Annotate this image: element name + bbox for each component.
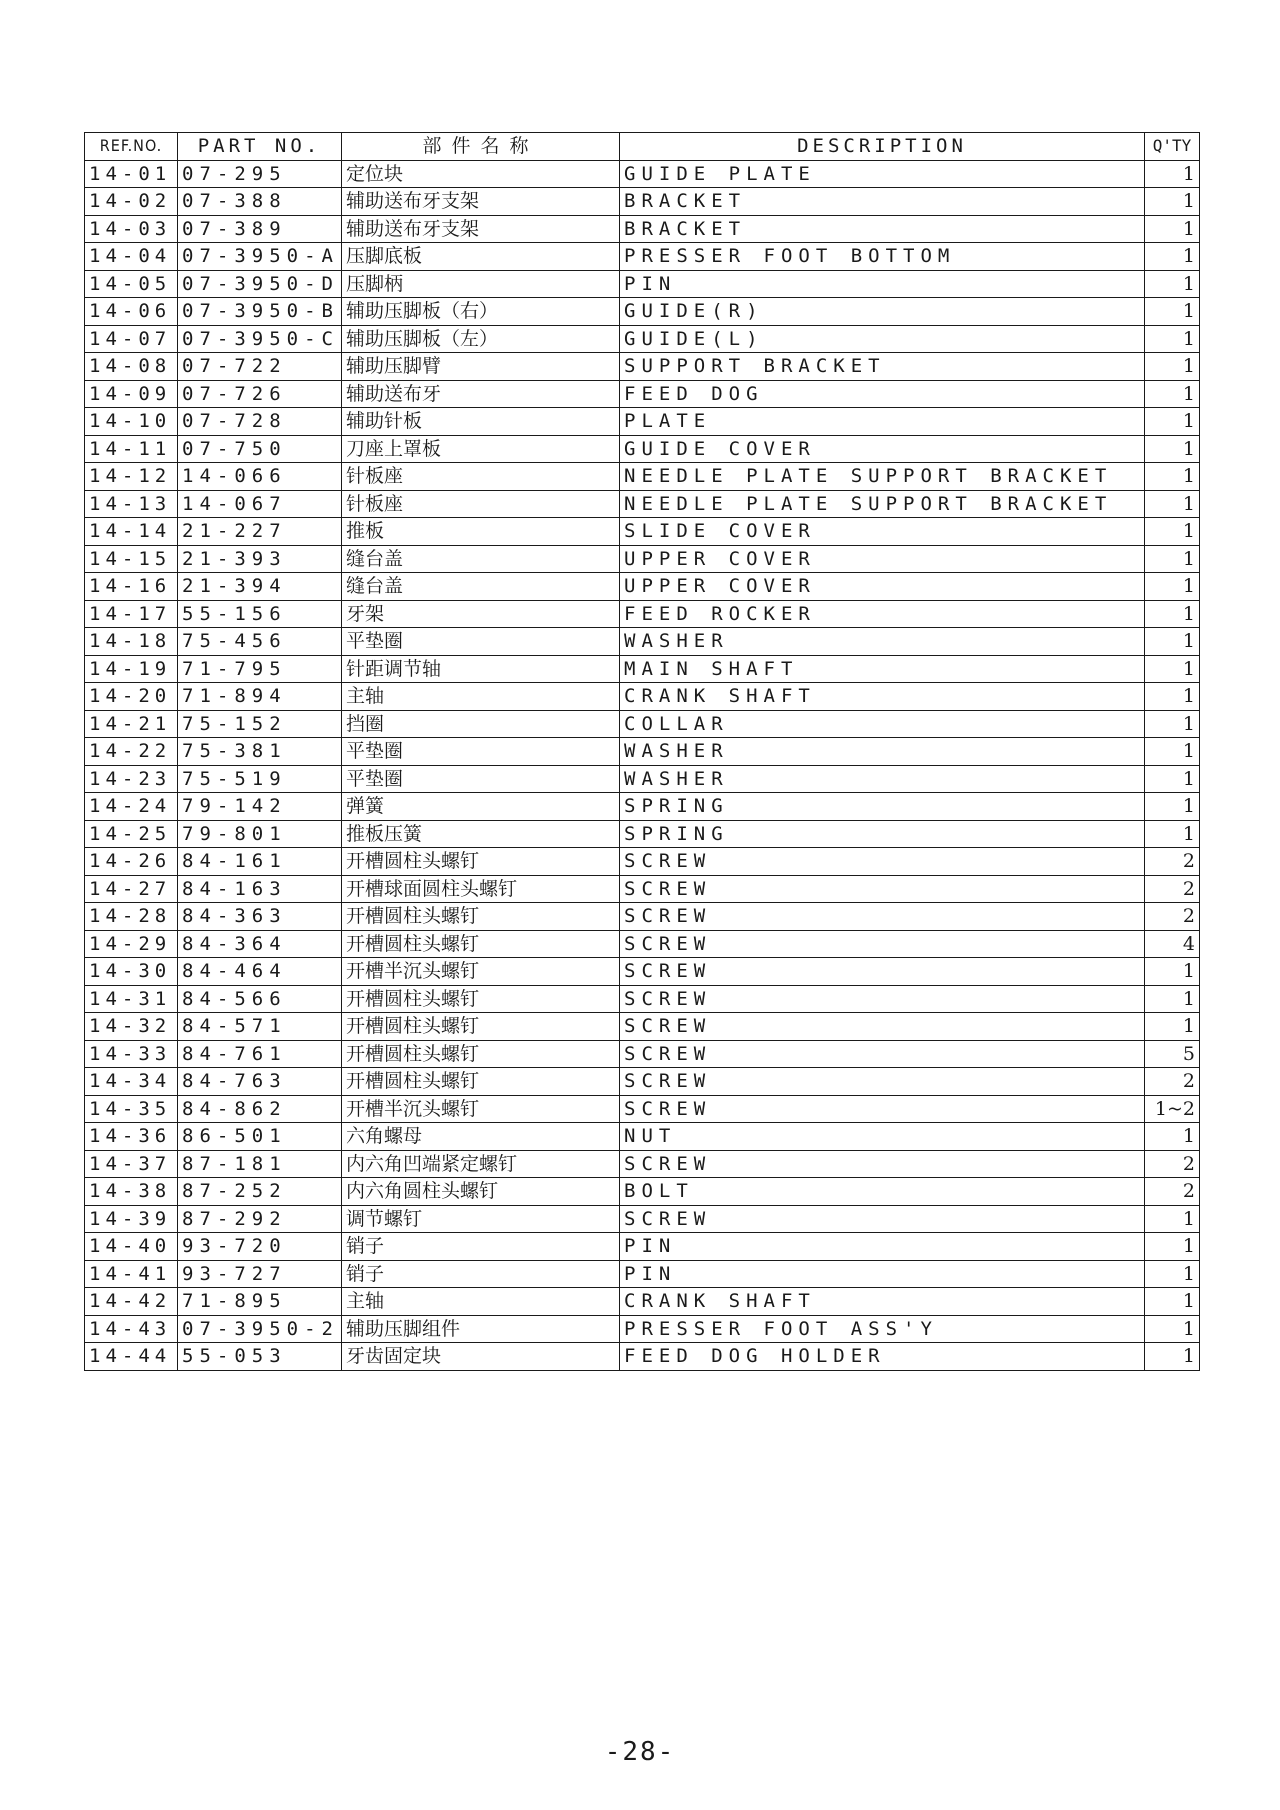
part-name-cell: 开槽半沉头螺钉 — [342, 1095, 620, 1123]
quantity-cell: 1 — [1145, 435, 1200, 463]
quantity-cell: 1 — [1145, 820, 1200, 848]
quantity-cell: 5 — [1145, 1040, 1200, 1068]
part-name-cell: 挡圈 — [342, 710, 620, 738]
description-cell: SCREW — [620, 958, 1145, 986]
description-cell: SCREW — [620, 1150, 1145, 1178]
part-no-cell: 55-053 — [178, 1343, 342, 1371]
part-name-cell: 辅助针板 — [342, 408, 620, 436]
description-cell: GUIDE(L) — [620, 325, 1145, 353]
ref-no-cell: 14-24 — [85, 793, 178, 821]
quantity-cell: 1 — [1145, 793, 1200, 821]
ref-no-cell: 14-16 — [85, 573, 178, 601]
ref-no-cell: 14-12 — [85, 463, 178, 491]
quantity-cell: 2 — [1145, 1150, 1200, 1178]
part-name-cell: 调节螺钉 — [342, 1205, 620, 1233]
description-cell: BRACKET — [620, 188, 1145, 216]
description-cell: SUPPORT BRACKET — [620, 353, 1145, 381]
description-cell: BOLT — [620, 1178, 1145, 1206]
part-no-cell: 07-728 — [178, 408, 342, 436]
ref-no-cell: 14-20 — [85, 683, 178, 711]
header-quantity: Q'TY — [1145, 133, 1200, 161]
table-row — [85, 765, 1200, 793]
quantity-cell: 1 — [1145, 1260, 1200, 1288]
table-row — [85, 1178, 1200, 1206]
part-name-cell: 销子 — [342, 1260, 620, 1288]
description-cell: GUIDE PLATE — [620, 160, 1145, 188]
ref-no-cell: 14-32 — [85, 1013, 178, 1041]
ref-no-cell: 14-15 — [85, 545, 178, 573]
quantity-cell: 1 — [1145, 270, 1200, 298]
description-cell: NEEDLE PLATE SUPPORT BRACKET — [620, 463, 1145, 491]
quantity-cell: 1 — [1145, 325, 1200, 353]
description-cell: PLATE — [620, 408, 1145, 436]
ref-no-cell: 14-13 — [85, 490, 178, 518]
table-row — [85, 710, 1200, 738]
quantity-cell: 1 — [1145, 463, 1200, 491]
ref-no-cell: 14-22 — [85, 738, 178, 766]
table-row — [85, 215, 1200, 243]
part-no-cell: 75-456 — [178, 628, 342, 656]
part-no-cell: 75-152 — [178, 710, 342, 738]
header-ref-no: REF.NO. — [85, 133, 178, 161]
quantity-cell: 1 — [1145, 600, 1200, 628]
description-cell: COLLAR — [620, 710, 1145, 738]
description-cell: WASHER — [620, 738, 1145, 766]
description-cell: SLIDE COVER — [620, 518, 1145, 546]
ref-no-cell: 14-29 — [85, 930, 178, 958]
description-cell: SCREW — [620, 985, 1145, 1013]
part-name-cell: 牙架 — [342, 600, 620, 628]
ref-no-cell: 14-03 — [85, 215, 178, 243]
table-row — [85, 1233, 1200, 1261]
quantity-cell: 1 — [1145, 985, 1200, 1013]
table-row — [85, 380, 1200, 408]
description-cell: FEED DOG — [620, 380, 1145, 408]
quantity-cell: 1 — [1145, 188, 1200, 216]
part-name-cell: 主轴 — [342, 683, 620, 711]
part-no-cell: 84-763 — [178, 1068, 342, 1096]
description-cell: NEEDLE PLATE SUPPORT BRACKET — [620, 490, 1145, 518]
part-name-cell: 压脚柄 — [342, 270, 620, 298]
ref-no-cell: 14-14 — [85, 518, 178, 546]
ref-no-cell: 14-25 — [85, 820, 178, 848]
table-row — [85, 490, 1200, 518]
description-cell: NUT — [620, 1123, 1145, 1151]
description-cell: PRESSER FOOT BOTTOM — [620, 243, 1145, 271]
description-cell: UPPER COVER — [620, 573, 1145, 601]
part-no-cell: 14-067 — [178, 490, 342, 518]
ref-no-cell: 14-11 — [85, 435, 178, 463]
part-no-cell: 86-501 — [178, 1123, 342, 1151]
part-no-cell: 07-3950-B — [178, 298, 342, 326]
table-row — [85, 435, 1200, 463]
table-row — [85, 930, 1200, 958]
quantity-cell: 2 — [1145, 903, 1200, 931]
ref-no-cell: 14-17 — [85, 600, 178, 628]
quantity-cell: 1 — [1145, 628, 1200, 656]
part-name-cell: 开槽半沉头螺钉 — [342, 958, 620, 986]
parts-table-body — [85, 160, 1200, 1370]
part-no-cell: 07-389 — [178, 215, 342, 243]
table-row — [85, 820, 1200, 848]
ref-no-cell: 14-18 — [85, 628, 178, 656]
part-no-cell: 93-720 — [178, 1233, 342, 1261]
table-row — [85, 1040, 1200, 1068]
ref-no-cell: 14-44 — [85, 1343, 178, 1371]
part-name-cell: 开槽圆柱头螺钉 — [342, 930, 620, 958]
ref-no-cell: 14-08 — [85, 353, 178, 381]
part-name-cell: 开槽球面圆柱头螺钉 — [342, 875, 620, 903]
ref-no-cell: 14-35 — [85, 1095, 178, 1123]
table-row — [85, 1343, 1200, 1371]
part-no-cell: 84-862 — [178, 1095, 342, 1123]
description-cell: SCREW — [620, 1013, 1145, 1041]
quantity-cell: 1 — [1145, 545, 1200, 573]
description-cell: MAIN SHAFT — [620, 655, 1145, 683]
table-row — [85, 518, 1200, 546]
quantity-cell: 1 — [1145, 765, 1200, 793]
quantity-cell: 1 — [1145, 1205, 1200, 1233]
ref-no-cell: 14-21 — [85, 710, 178, 738]
ref-no-cell: 14-07 — [85, 325, 178, 353]
part-no-cell: 21-394 — [178, 573, 342, 601]
part-no-cell: 84-464 — [178, 958, 342, 986]
quantity-cell: 2 — [1145, 848, 1200, 876]
table-row — [85, 1013, 1200, 1041]
part-name-cell: 定位块 — [342, 160, 620, 188]
part-name-cell: 缝台盖 — [342, 573, 620, 601]
page-number: -28- — [604, 1737, 676, 1767]
description-cell: SCREW — [620, 1040, 1145, 1068]
quantity-cell: 1 — [1145, 738, 1200, 766]
description-cell: PIN — [620, 1233, 1145, 1261]
part-no-cell: 79-142 — [178, 793, 342, 821]
ref-no-cell: 14-33 — [85, 1040, 178, 1068]
table-row — [85, 1123, 1200, 1151]
table-row — [85, 160, 1200, 188]
parts-table — [84, 132, 1200, 1371]
quantity-cell: 1 — [1145, 408, 1200, 436]
part-no-cell: 07-726 — [178, 380, 342, 408]
description-cell: WASHER — [620, 765, 1145, 793]
ref-no-cell: 14-41 — [85, 1260, 178, 1288]
part-name-cell: 辅助送布牙 — [342, 380, 620, 408]
ref-no-cell: 14-04 — [85, 243, 178, 271]
table-row — [85, 1288, 1200, 1316]
part-name-cell: 内六角凹端紧定螺钉 — [342, 1150, 620, 1178]
part-name-cell: 开槽圆柱头螺钉 — [342, 1013, 620, 1041]
part-no-cell: 71-895 — [178, 1288, 342, 1316]
table-row — [85, 683, 1200, 711]
quantity-cell: 1 — [1145, 655, 1200, 683]
description-cell: SCREW — [620, 903, 1145, 931]
part-name-cell: 开槽圆柱头螺钉 — [342, 1040, 620, 1068]
quantity-cell: 1 — [1145, 710, 1200, 738]
description-cell: PIN — [620, 270, 1145, 298]
part-name-cell: 平垫圈 — [342, 628, 620, 656]
part-name-cell: 压脚底板 — [342, 243, 620, 271]
part-no-cell: 55-156 — [178, 600, 342, 628]
part-no-cell: 07-3950-C — [178, 325, 342, 353]
part-no-cell: 84-364 — [178, 930, 342, 958]
description-cell: GUIDE(R) — [620, 298, 1145, 326]
quantity-cell: 1 — [1145, 1288, 1200, 1316]
table-row — [85, 738, 1200, 766]
parts-table-header — [85, 133, 1200, 161]
ref-no-cell: 14-43 — [85, 1315, 178, 1343]
part-no-cell: 84-163 — [178, 875, 342, 903]
ref-no-cell: 14-40 — [85, 1233, 178, 1261]
ref-no-cell: 14-30 — [85, 958, 178, 986]
ref-no-cell: 14-06 — [85, 298, 178, 326]
table-row — [85, 848, 1200, 876]
part-no-cell: 79-801 — [178, 820, 342, 848]
description-cell: SCREW — [620, 1095, 1145, 1123]
quantity-cell: 1~2 — [1145, 1095, 1200, 1123]
quantity-cell: 2 — [1145, 1178, 1200, 1206]
part-name-cell: 辅助送布牙支架 — [342, 215, 620, 243]
part-no-cell: 84-161 — [178, 848, 342, 876]
ref-no-cell: 14-19 — [85, 655, 178, 683]
part-no-cell: 75-519 — [178, 765, 342, 793]
description-cell: PIN — [620, 1260, 1145, 1288]
quantity-cell: 1 — [1145, 1343, 1200, 1371]
quantity-cell: 4 — [1145, 930, 1200, 958]
description-cell: GUIDE COVER — [620, 435, 1145, 463]
quantity-cell: 2 — [1145, 875, 1200, 903]
part-name-cell: 辅助送布牙支架 — [342, 188, 620, 216]
ref-no-cell: 14-05 — [85, 270, 178, 298]
description-cell: WASHER — [620, 628, 1145, 656]
part-name-cell: 内六角圆柱头螺钉 — [342, 1178, 620, 1206]
description-cell: SCREW — [620, 848, 1145, 876]
part-no-cell: 07-3950-A — [178, 243, 342, 271]
part-name-cell: 开槽圆柱头螺钉 — [342, 1068, 620, 1096]
header-part-name: 部件名称 — [342, 133, 620, 161]
part-no-cell: 84-566 — [178, 985, 342, 1013]
table-row — [85, 353, 1200, 381]
quantity-cell: 1 — [1145, 380, 1200, 408]
header-row — [85, 133, 1200, 161]
quantity-cell: 1 — [1145, 683, 1200, 711]
part-no-cell: 21-393 — [178, 545, 342, 573]
quantity-cell: 1 — [1145, 1013, 1200, 1041]
part-no-cell: 07-750 — [178, 435, 342, 463]
part-name-cell: 缝台盖 — [342, 545, 620, 573]
quantity-cell: 1 — [1145, 518, 1200, 546]
quantity-cell: 1 — [1145, 243, 1200, 271]
part-no-cell: 71-795 — [178, 655, 342, 683]
part-no-cell: 07-295 — [178, 160, 342, 188]
description-cell: SCREW — [620, 1205, 1145, 1233]
part-name-cell: 销子 — [342, 1233, 620, 1261]
quantity-cell: 1 — [1145, 490, 1200, 518]
table-row — [85, 985, 1200, 1013]
table-row — [85, 573, 1200, 601]
part-name-cell: 主轴 — [342, 1288, 620, 1316]
quantity-cell: 1 — [1145, 958, 1200, 986]
description-cell: CRANK SHAFT — [620, 1288, 1145, 1316]
part-no-cell: 75-381 — [178, 738, 342, 766]
table-row — [85, 793, 1200, 821]
ref-no-cell: 14-36 — [85, 1123, 178, 1151]
part-name-cell: 针距调节轴 — [342, 655, 620, 683]
quantity-cell: 1 — [1145, 160, 1200, 188]
part-name-cell: 平垫圈 — [342, 765, 620, 793]
part-no-cell: 14-066 — [178, 463, 342, 491]
description-cell: SCREW — [620, 930, 1145, 958]
table-row — [85, 243, 1200, 271]
table-row — [85, 600, 1200, 628]
ref-no-cell: 14-10 — [85, 408, 178, 436]
part-no-cell: 93-727 — [178, 1260, 342, 1288]
table-row — [85, 1068, 1200, 1096]
quantity-cell: 2 — [1145, 1068, 1200, 1096]
table-row — [85, 298, 1200, 326]
part-no-cell: 87-252 — [178, 1178, 342, 1206]
table-row — [85, 1315, 1200, 1343]
header-description: DESCRIPTION — [620, 133, 1145, 161]
ref-no-cell: 14-38 — [85, 1178, 178, 1206]
part-no-cell: 07-388 — [178, 188, 342, 216]
ref-no-cell: 14-39 — [85, 1205, 178, 1233]
part-no-cell: 84-571 — [178, 1013, 342, 1041]
part-no-cell: 87-181 — [178, 1150, 342, 1178]
part-name-cell: 推板 — [342, 518, 620, 546]
table-row — [85, 463, 1200, 491]
quantity-cell: 1 — [1145, 1233, 1200, 1261]
ref-no-cell: 14-34 — [85, 1068, 178, 1096]
table-row — [85, 1205, 1200, 1233]
description-cell: PRESSER FOOT ASS'Y — [620, 1315, 1145, 1343]
ref-no-cell: 14-31 — [85, 985, 178, 1013]
description-cell: SCREW — [620, 1068, 1145, 1096]
description-cell: UPPER COVER — [620, 545, 1145, 573]
table-row — [85, 655, 1200, 683]
description-cell: CRANK SHAFT — [620, 683, 1145, 711]
quantity-cell: 1 — [1145, 353, 1200, 381]
part-no-cell: 07-3950-D — [178, 270, 342, 298]
part-name-cell: 弹簧 — [342, 793, 620, 821]
header-part-no: PART NO. — [178, 133, 342, 161]
part-name-cell: 针板座 — [342, 490, 620, 518]
part-name-cell: 平垫圈 — [342, 738, 620, 766]
table-row — [85, 188, 1200, 216]
part-name-cell: 开槽圆柱头螺钉 — [342, 848, 620, 876]
part-name-cell: 开槽圆柱头螺钉 — [342, 985, 620, 1013]
table-row — [85, 325, 1200, 353]
description-cell: FEED DOG HOLDER — [620, 1343, 1145, 1371]
part-name-cell: 刀座上罩板 — [342, 435, 620, 463]
description-cell: SPRING — [620, 793, 1145, 821]
description-cell: SCREW — [620, 875, 1145, 903]
quantity-cell: 1 — [1145, 298, 1200, 326]
ref-no-cell: 14-09 — [85, 380, 178, 408]
part-name-cell: 辅助压脚板（右） — [342, 298, 620, 326]
table-row — [85, 408, 1200, 436]
ref-no-cell: 14-02 — [85, 188, 178, 216]
quantity-cell: 1 — [1145, 1315, 1200, 1343]
table-row — [85, 270, 1200, 298]
part-no-cell: 07-722 — [178, 353, 342, 381]
quantity-cell: 1 — [1145, 573, 1200, 601]
part-name-cell: 辅助压脚臂 — [342, 353, 620, 381]
description-cell: SPRING — [620, 820, 1145, 848]
part-no-cell: 71-894 — [178, 683, 342, 711]
ref-no-cell: 14-27 — [85, 875, 178, 903]
table-row — [85, 903, 1200, 931]
part-no-cell: 07-3950-2 — [178, 1315, 342, 1343]
part-name-cell: 牙齿固定块 — [342, 1343, 620, 1371]
table-row — [85, 875, 1200, 903]
table-row — [85, 958, 1200, 986]
table-row — [85, 628, 1200, 656]
table-row — [85, 1095, 1200, 1123]
ref-no-cell: 14-26 — [85, 848, 178, 876]
part-name-cell: 辅助压脚板（左） — [342, 325, 620, 353]
part-name-cell: 针板座 — [342, 463, 620, 491]
table-row — [85, 1150, 1200, 1178]
ref-no-cell: 14-37 — [85, 1150, 178, 1178]
ref-no-cell: 14-23 — [85, 765, 178, 793]
ref-no-cell: 14-01 — [85, 160, 178, 188]
quantity-cell: 1 — [1145, 215, 1200, 243]
description-cell: FEED ROCKER — [620, 600, 1145, 628]
ref-no-cell: 14-42 — [85, 1288, 178, 1316]
part-name-cell: 开槽圆柱头螺钉 — [342, 903, 620, 931]
part-name-cell: 辅助压脚组件 — [342, 1315, 620, 1343]
description-cell: BRACKET — [620, 215, 1145, 243]
part-no-cell: 21-227 — [178, 518, 342, 546]
part-no-cell: 84-363 — [178, 903, 342, 931]
part-no-cell: 87-292 — [178, 1205, 342, 1233]
table-row — [85, 545, 1200, 573]
part-name-cell: 推板压簧 — [342, 820, 620, 848]
part-no-cell: 84-761 — [178, 1040, 342, 1068]
part-name-cell: 六角螺母 — [342, 1123, 620, 1151]
table-row — [85, 1260, 1200, 1288]
ref-no-cell: 14-28 — [85, 903, 178, 931]
quantity-cell: 1 — [1145, 1123, 1200, 1151]
